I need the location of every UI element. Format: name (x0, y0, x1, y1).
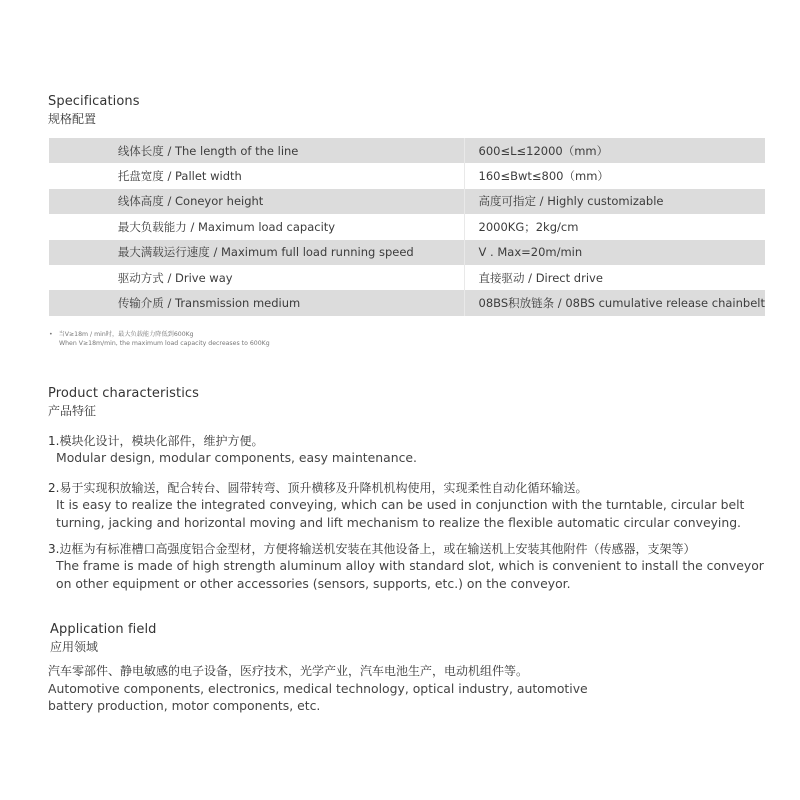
spec-label: 线体长度 / The length of the line (118, 138, 464, 163)
spec-value: 600≤L≤12000（mm） (464, 138, 765, 163)
table-row (49, 138, 765, 163)
characteristic-3-en: The frame is made of high strength aluminum alloy with standard slot, which is convenient to install the conveyor on other equipment or other accessories (sensors, supports, etc.) on the conveyor. (56, 558, 764, 591)
table-row (49, 214, 765, 239)
application-field-heading-en: Application field (50, 622, 157, 637)
spec-value: 2000KG；2kg/cm (464, 214, 765, 239)
spec-value: 直接驱动 / Direct drive (464, 265, 765, 290)
characteristic-2-en: It is easy to realize the integrated conveying, which can be used in conjunction with the turntable, circular belt turning, jacking and horizontal moving and lift mechanism to realize the flexible automatic circular conveying. (56, 497, 745, 530)
spec-label: 驱动方式 / Drive way (118, 265, 464, 290)
specifications-heading-zh: 规格配置 (48, 112, 97, 126)
note-bullet: • (49, 331, 53, 338)
spec-value: 高度可指定 / Highly customizable (464, 189, 765, 214)
specifications-heading-en: Specifications (48, 94, 140, 109)
characteristic-2-zh: 2.易于实现积放输送，配合转台、圆带转弯、顶升横移及升降机机构使用，实现柔性自动化循环输送。 (48, 481, 588, 495)
spec-value: 160≤Bwt≤800（mm） (464, 163, 765, 188)
table-row (49, 189, 765, 214)
spec-label: 托盘宽度 / Pallet width (118, 163, 464, 188)
table-row (49, 163, 765, 188)
product-characteristics-heading-zh: 产品特征 (48, 404, 97, 418)
spec-value: 08BS积放链条 / 08BS cumulative release chainbelt (464, 290, 765, 315)
table-row (49, 240, 765, 265)
spec-label: 线体高度 / Coneyor height (118, 189, 464, 214)
note-en: When V≥18m/min, the maximum load capacity decreases to 600Kg (59, 340, 270, 347)
characteristic-1-zh: 1.模块化设计，模块化部件，维护方便。 (48, 434, 264, 448)
spec-footnote (49, 330, 270, 348)
application-text-en: Automotive components, electronics, medical technology, optical industry, automotive battery production, motor components, etc. (48, 681, 588, 713)
product-characteristics-heading-en: Product characteristics (48, 386, 200, 401)
characteristic-1-en: Modular design, modular components, easy maintenance. (56, 450, 417, 465)
application-text-zh: 汽车零部件、静电敏感的电子设备，医疗技术，光学产业，汽车电池生产，电动机组件等。 (48, 664, 529, 678)
table-row (49, 290, 765, 315)
spec-label: 最大满载运行速度 / Maximum full load running speed (118, 240, 464, 265)
spec-label: 传输介质 / Transmission medium (118, 290, 464, 315)
note-zh: 当V≥18m / min时，最大负载能力降低到600Kg (58, 331, 194, 338)
application-field-heading-zh: 应用领域 (50, 640, 99, 654)
table-row (49, 265, 765, 290)
characteristic-3-zh: 3.边框为有标准槽口高强度铝合金型材，方便将输送机安装在其他设备上，或在输送机上安装其他附件（传感器，支架等） (48, 542, 696, 556)
spec-label: 最大负载能力 / Maximum load capacity (118, 214, 464, 239)
spec-value: V . Max=20m/min (464, 240, 765, 265)
specifications-table (49, 138, 765, 316)
